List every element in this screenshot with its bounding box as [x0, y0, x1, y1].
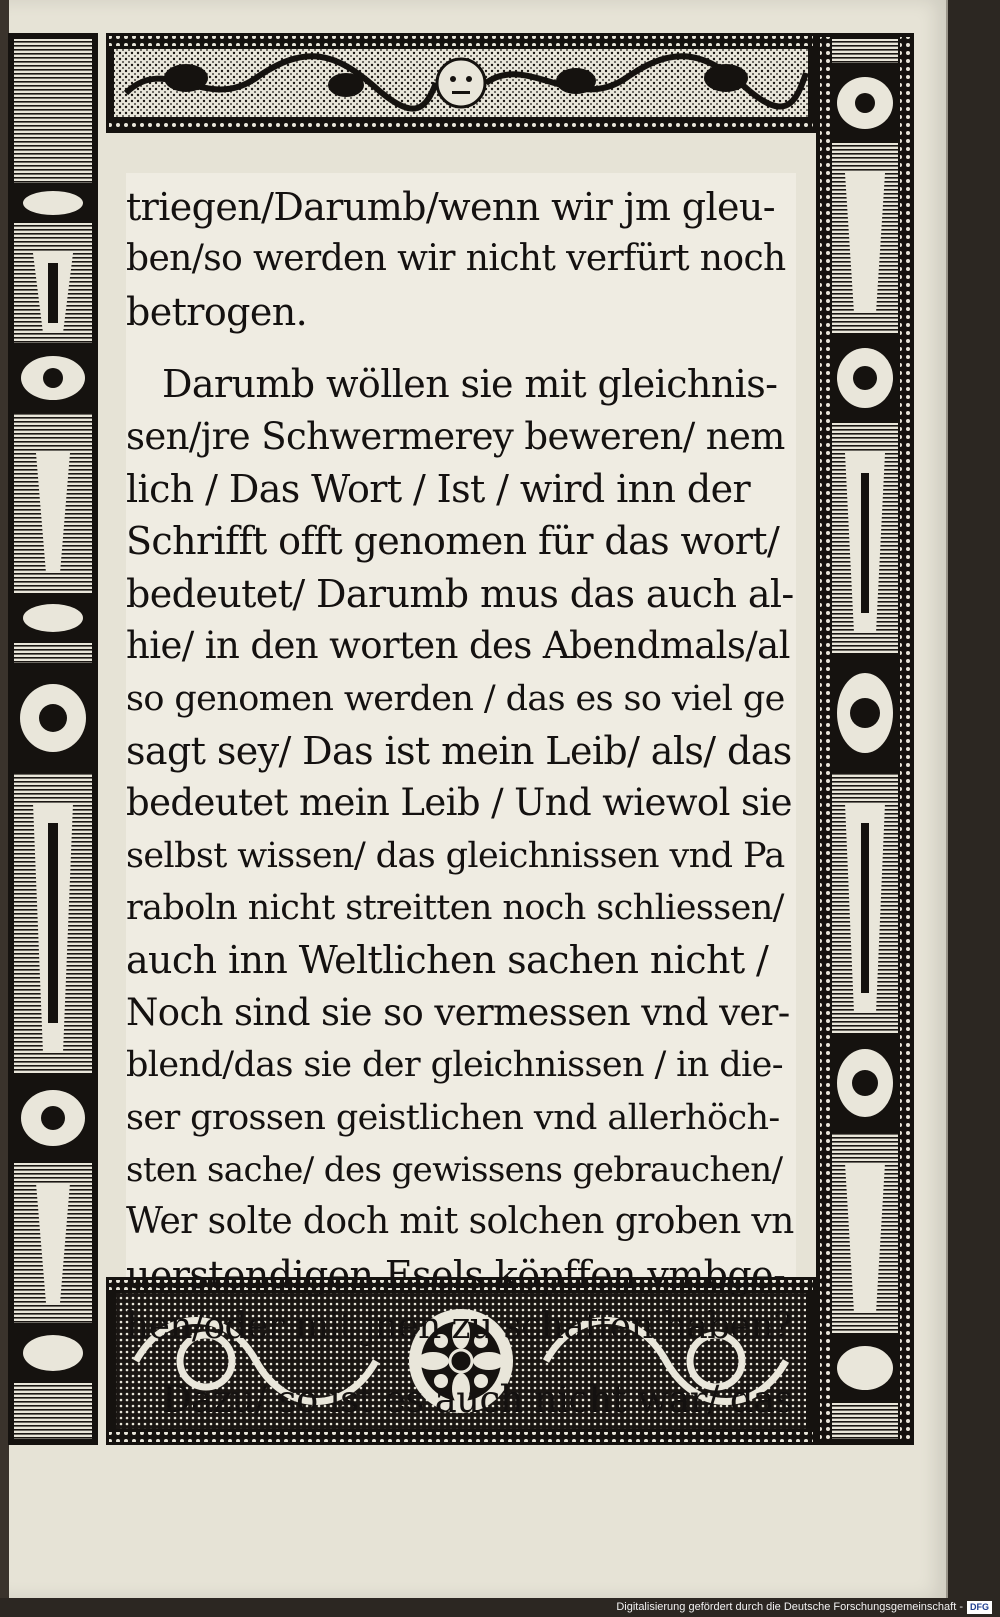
text-line: bedeutet/ Darumb mus das auch al-	[126, 571, 794, 616]
left-ornament-column	[8, 33, 98, 1445]
text-line: selbst wissen/ das gleichnissen vnd Pa	[126, 835, 785, 876]
text-line: blend/das sie der gleichnissen / in die-	[126, 1045, 783, 1086]
text-line: triegen/Darumb/wenn wir jm gleu-	[126, 185, 776, 229]
text-line: Noch sind sie so vermessen vnd ver-	[126, 990, 790, 1034]
text-line: betrogen.	[126, 289, 308, 334]
text-line: ser grossen geistlichen vnd allerhöch-	[126, 1097, 780, 1138]
text-line: ben/so werden wir nicht verfürt noch	[126, 238, 786, 280]
text-line: hie/ in den worten des Abendmals/al	[126, 624, 790, 668]
woodcut-border-frame	[8, 33, 914, 1445]
text-line: hen/oder mit jnen zu schaffen haben?	[126, 1306, 792, 1348]
right-ornament-column	[816, 33, 914, 1445]
dfg-logo: DFG	[967, 1601, 992, 1614]
text-line: uerstendigen Esels köpffen vmbge-	[126, 1252, 786, 1297]
text-line: auch inn Weltlichen sachen nicht /	[126, 938, 769, 983]
top-ornament-band	[106, 33, 816, 133]
text-line: sten sache/ des gewissens gebrauchen/	[126, 1150, 783, 1191]
text-line: Schrifft offt genomen für das wort/	[126, 519, 780, 564]
digitization-credit	[616, 1599, 992, 1615]
credit-text: Digitalisierung gefördert durch die Deutsche Forschungsgemeinschaft -	[616, 1601, 963, 1613]
text-line: raboln nicht streitten noch schliessen/	[126, 888, 784, 929]
text-line: Dazu/ so ist es auch nicht war/ das	[162, 1377, 793, 1421]
text-line: sagt sey/ Das ist mein Leib/ als/ das	[126, 728, 792, 773]
text-line: so genomen werden / das es so viel ge	[126, 678, 785, 719]
text-line: Darumb wöllen sie mit gleichnis-	[162, 362, 778, 407]
text-line: bedeutet mein Leib / Und wiewol sie	[126, 781, 792, 825]
text-line: lich / Das Wort / Ist / wird inn der	[126, 466, 751, 511]
text-line: sen/jre Schwermerey beweren/ nem	[126, 414, 785, 458]
text-line: Wer solte doch mit solchen groben vn	[126, 1201, 794, 1243]
page-text	[126, 181, 796, 1426]
